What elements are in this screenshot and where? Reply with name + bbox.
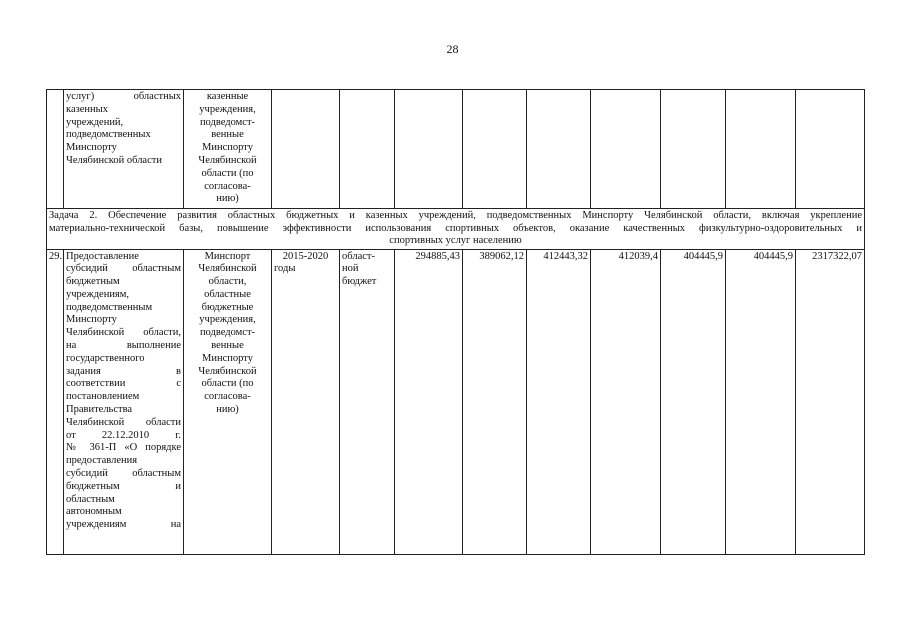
text-line: Минспорт	[204, 250, 251, 262]
text-line: автономным	[66, 506, 122, 518]
text-line: Предоставление	[66, 250, 139, 262]
text-line: Минспорту	[202, 142, 253, 154]
task-row	[47, 209, 865, 250]
text-line: области,	[208, 276, 247, 288]
amount-cell: 404445,9	[661, 249, 726, 554]
text-line: ной	[342, 263, 359, 275]
text-line: Минспорту	[66, 142, 117, 154]
text-line: подведомст-	[199, 327, 256, 339]
period-cell	[272, 249, 340, 554]
responsible-cell	[184, 249, 272, 554]
responsible-cell	[184, 90, 272, 209]
period-cell	[272, 90, 340, 209]
row-number-cell: 29.	[47, 249, 64, 554]
text-line: Минспорту	[66, 314, 117, 326]
text-line: казенные	[206, 91, 249, 102]
text-line: услуг) областных	[66, 91, 181, 102]
text-line: Челябинской	[198, 154, 257, 166]
text-line: области (по	[201, 378, 254, 390]
description-cell	[64, 249, 184, 554]
text-line: учреждениям,	[66, 288, 130, 300]
text-line: № 361-П «О порядке	[66, 442, 181, 454]
amount-cell: 389062,12	[463, 249, 527, 554]
text-line: бюджет	[342, 276, 377, 288]
text-line: област-	[342, 250, 375, 262]
text-line: учреждениям на	[66, 519, 181, 531]
text-line: бюджетные	[201, 301, 254, 313]
row-number-cell	[47, 90, 64, 209]
amount-cell: 404445,9	[726, 249, 796, 554]
text-line: учреждения,	[199, 314, 256, 326]
text-line: Челябинской области	[66, 154, 162, 166]
text-line: венные	[211, 129, 244, 141]
text-line: от 22.12.2010 г.	[66, 429, 181, 441]
text-line: подведомственным	[66, 301, 153, 313]
amount-cell: 412039,4	[591, 249, 661, 554]
source-cell	[340, 90, 395, 209]
text-line: областным	[66, 493, 115, 505]
text-line: согласова-	[204, 391, 251, 403]
amount-cell	[395, 90, 463, 209]
text-line: на выполнение	[66, 340, 181, 352]
amount-cell: 294885,43	[395, 249, 463, 554]
text-line: области (по	[201, 167, 254, 179]
funding-table	[46, 89, 865, 555]
text-line: субсидий областным	[66, 263, 181, 275]
text-line: субсидий областным	[66, 468, 181, 480]
text-line: нию)	[216, 193, 239, 205]
source-cell	[340, 249, 395, 554]
text-line: учреждений,	[66, 116, 124, 128]
amount-cell: 412443,32	[527, 249, 591, 554]
text-line: бюджетным и	[66, 480, 181, 492]
text-line: предоставления	[66, 455, 138, 467]
text-line: венные	[211, 340, 244, 352]
page-number: 28	[446, 42, 459, 56]
text-line: постановлением	[66, 391, 140, 403]
text-line: казенных	[66, 103, 108, 115]
amount-cell	[463, 90, 527, 209]
text-line: Правительства	[66, 404, 133, 416]
text-line: спортивных услуг населению	[389, 235, 522, 246]
text-line: задания в	[66, 365, 181, 377]
text-line: областные	[204, 288, 251, 300]
text-line: Задача 2. Обеспечение развития областных бюджетных и казенных учреждений, подведомственных Минспорту Челябинской области, включая укрепление	[49, 210, 862, 221]
amount-cell: 2317322,07	[796, 249, 865, 554]
text-line: подведомственных	[66, 129, 151, 141]
text-line: согласова-	[204, 180, 251, 192]
amount-cell	[661, 90, 726, 209]
text-line: Челябинской области,	[66, 327, 181, 339]
text-line: материально-технической базы, повышение эффективности использования спортивных объектов, оказание качественных физкультурно-оздоровительных и	[49, 222, 862, 234]
table-row	[47, 249, 865, 554]
description-cell	[64, 90, 184, 209]
text-line: государственного	[66, 352, 145, 364]
text-line: годы	[274, 263, 296, 275]
text-line: соответствии с	[66, 378, 181, 390]
amount-cell	[796, 90, 865, 209]
amount-cell	[527, 90, 591, 209]
text-line: бюджетным	[66, 276, 120, 288]
amount-cell	[591, 90, 661, 209]
text-line: Минспорту	[202, 352, 253, 364]
text-line: Челябинской	[198, 263, 257, 275]
text-line: 2015-2020	[282, 250, 329, 262]
amount-cell	[726, 90, 796, 209]
text-line: Челябинской	[198, 365, 257, 377]
table-row	[47, 90, 865, 209]
text-line: Челябинской области	[66, 416, 181, 428]
text-line: учреждения,	[199, 103, 256, 115]
text-line: подведомст-	[199, 116, 256, 128]
text-line: нию)	[216, 404, 239, 416]
task-heading	[47, 209, 865, 250]
